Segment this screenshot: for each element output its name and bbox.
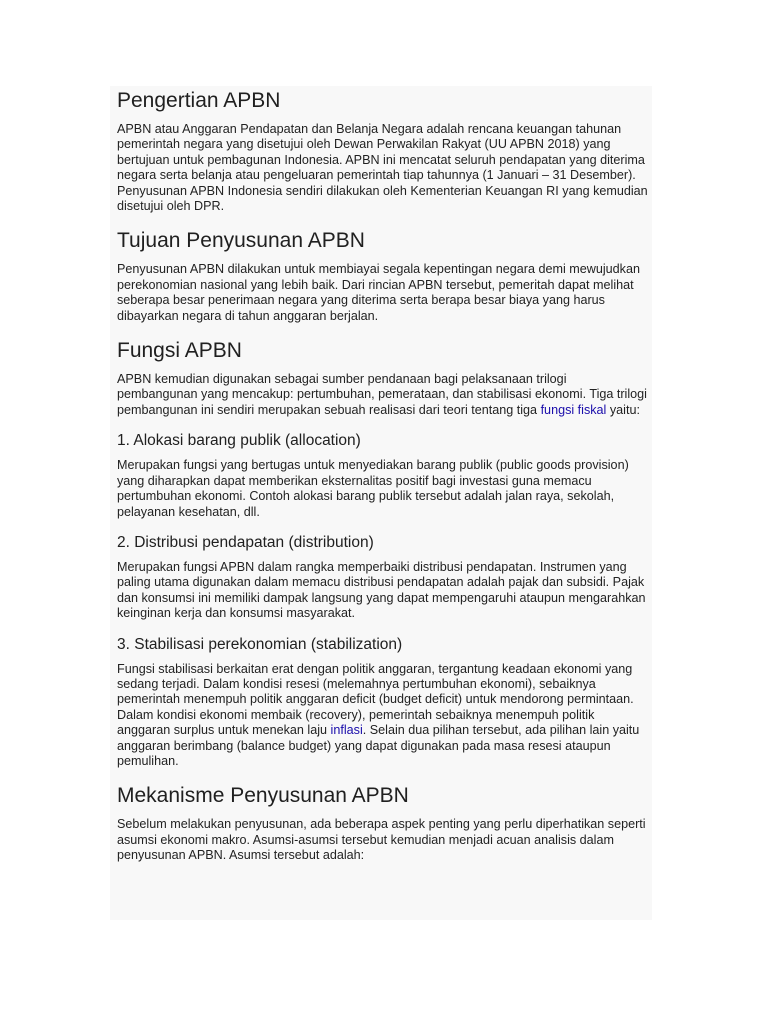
subheading-distribusi: 2. Distribusi pendapatan (distribution) <box>117 533 374 551</box>
fungsi-fiskal-link[interactable]: fungsi fiskal <box>540 402 607 417</box>
subheading-stabilisasi: 3. Stabilisasi perekonomian (stabilization) <box>117 635 403 653</box>
paragraph-mekanisme-penyusunan: Sebelum melakukan penyusunan, ada beberapa aspek penting yang perlu diperhatikan seperti asumsi ekonomi makro. Asumsi-asumsi tersebut kemudian menjadi acuan analisis dalam penyusunan APBN. Asumsi tersebut adalah: <box>117 817 646 863</box>
paragraph-distribusi: Merupakan fungsi APBN dalam rangka memperbaiki distribusi pendapatan. Instrumen yang paling utama digunakan dalam memacu distribusi pendapatan adalah pajak dan subsidi. Pajak dan konsumsi ini memiliki dampak langsung yang dapat mempengaruhi ataupun mengarahkan keinginan kerja dan konsumsi masyarakat. <box>117 559 646 621</box>
paragraph-alokasi: Merupakan fungsi yang bertugas untuk menyediakan barang publik (public goods provision) yang diharapkan dapat memberikan eksternalitas positif bagi investasi guna memacu pertumbuhan ekonomi. Contoh alokasi barang publik tersebut adalah jalan raya, sekolah, pelayanan kesehatan, dll. <box>117 458 629 519</box>
heading-tujuan-penyusunan: Tujuan Penyusunan APBN <box>117 229 365 253</box>
heading-fungsi-apbn: Fungsi APBN <box>117 339 242 363</box>
paragraph-tujuan-penyusunan: Penyusunan APBN dilakukan untuk membiayai segala kepentingan negara demi mewujudkan perekonomian nasional yang lebih baik. Dari rincian APBN tersebut, pemeritah dapat melihat seberapa besar penerimaan negara yang diterima serta berapa besar biaya yang harus dibayarkan negara di tahun anggaran berjalan. <box>117 262 640 323</box>
stabilisasi-text-after-link: . Selain dua pilihan tersebut, ada pilihan lain yaitu anggaran berimbang (balance budget) yang dapat digunakan pada masa resesi ataupun pemulihan. <box>117 723 640 768</box>
inflasi-link[interactable]: inflasi <box>330 723 363 738</box>
article-content <box>117 86 649 864</box>
heading-pengertian-apbn: Pengertian APBN <box>117 89 281 112</box>
fungsi-text-before-link: APBN kemudian digunakan sebagai sumber pendanaan bagi pelaksanaan trilogi pembangunan yang mencakup: pertumbuhan, pemerataan, dan stabilisasi ekonomi. Tiga trilogi pembangunan ini sendiri merupakan sebuah realisasi dari teori tentang tiga <box>117 372 647 417</box>
subheading-alokasi: 1. Alokasi barang publik (allocation) <box>117 432 361 450</box>
paragraph-fungsi-apbn <box>117 372 649 418</box>
paragraph-stabilisasi <box>117 662 649 770</box>
heading-mekanisme-penyusunan: Mekanisme Penyusunan APBN <box>117 784 409 808</box>
stabilisasi-text-before-link: Fungsi stabilisasi berkaitan erat dengan politik anggaran, tergantung keadaan ekonomi yang sedang terjadi. Dalam kondisi resesi (melemahnya pertumbuhan ekonomi), sebaiknya pemerintah menempuh politik anggaran deficit (budget deficit) untuk mendorong permintaan. Dalam kondisi ekonomi membaik (recovery), pemerintah sebaiknya menempuh politik anggaran surplus untuk menekan laju <box>117 661 634 738</box>
paragraph-pengertian-apbn: APBN atau Anggaran Pendapatan dan Belanja Negara adalah rencana keuangan tahunan pemerintah negara yang disetujui oleh Dewan Perwakilan Rakyat (UU APBN 2018) yang bertujuan untuk pembagunan Indonesia. APBN ini mencatat seluruh pendapatan yang diterima negara serta belanja atau pengeluaran pemerintah tiap tahunnya (1 Januari – 31 Desember). Penyusunan APBN Indonesia sendiri dilakukan oleh Kementerian Keuangan RI yang kemudian disetujui oleh DPR. <box>117 122 648 214</box>
fungsi-text-after-link: yaitu: <box>606 402 640 417</box>
document-page <box>110 86 652 920</box>
